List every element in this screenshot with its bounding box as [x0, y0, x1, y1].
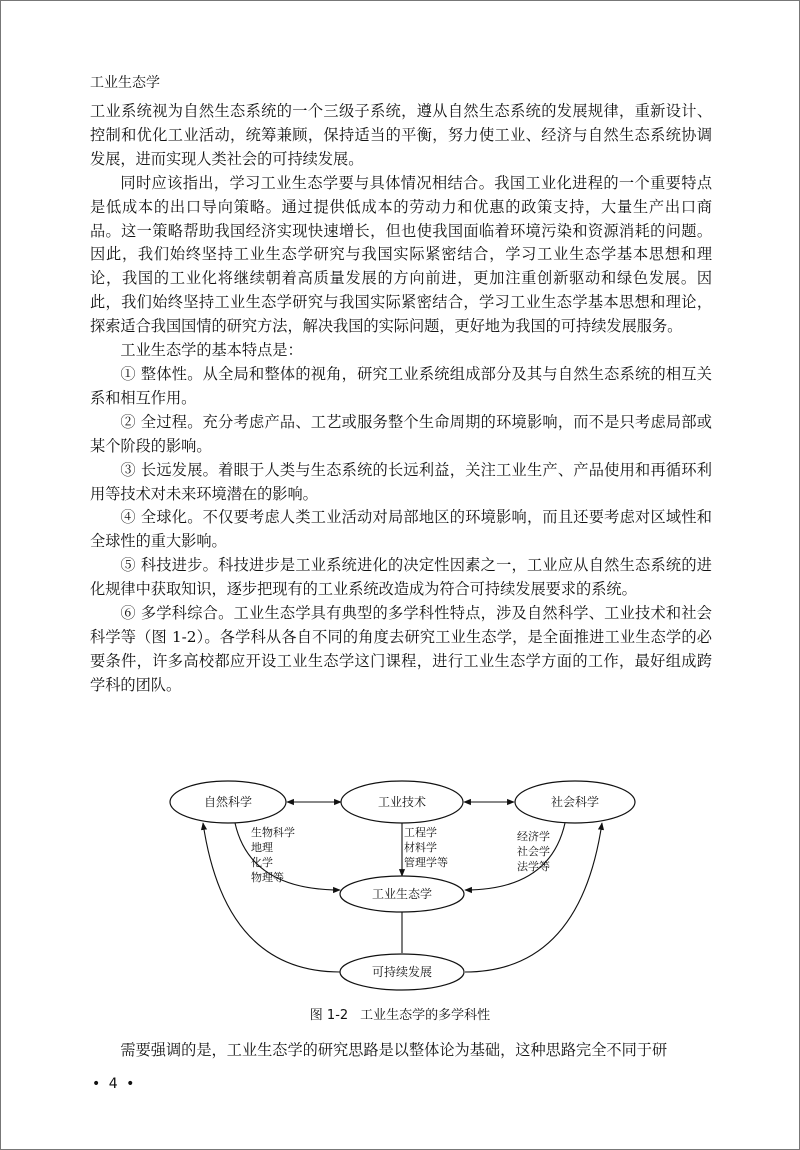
subject-technology-2: 材料学	[404, 841, 437, 854]
paragraph-2: 同时应该指出，学习工业生态学要与具体情况相结合。我国工业化进程的一个重要特点是低成本的出口导向策略。通过提供低成本的劳动力和优惠的政策支持，大量生产出口商品。这一策略帮助我国经济实现快速增长，但也使我国面临着环境污染和资源消耗的问题。因此，我们始终坚持工业生态学研究与我国实际紧密结合，学习工业生态学基本思想和理论，我国的工业化将继续朝着高质量发展的方向前进，更加注重创新驱动和绿色发展。因此，我们始终坚持工业生态学研究与我国实际紧密结合，学习工业生态学基本思想和理论，探索适合我国国情的研究方法，解决我国的实际问题，更好地为我国的可持续发展服务。	[90, 173, 712, 336]
paragraph-last: 需要强调的是，工业生态学的研究思路是以整体论为基础，这种思路完全不同于研	[120, 1041, 668, 1059]
subject-social-2: 社会学	[517, 845, 550, 858]
subject-natural-3: 化学	[251, 856, 273, 869]
feature-item-3: ③ 长远发展。着眼于人类与生态系统的长远利益，关注工业生产、产品使用和再循环利用等技术对未来环境潜在的影响。	[90, 460, 712, 503]
label-industrial-ecology: 工业生态学	[371, 887, 433, 901]
running-header: 工业生态学	[90, 75, 160, 91]
label-natural-science: 自然科学	[203, 795, 253, 809]
feature-item-6: ⑥ 多学科综合。工业生态学具有典型的多学科性特点，涉及自然科学、工业技术和社会科学等（图 1-2）。各学科从各自不同的角度去研究工业生态学，是全面推进工业生态学的必要条件，许多高校都应开设工业生态学这门课程，进行工业生态学方面的工作，最好组成跨学科的团队。	[90, 604, 712, 694]
feature-item-2: ② 全过程。充分考虑产品、工艺或服务整个生命周期的环境影响，而不是只考虑局部或某个阶段的影响。	[90, 412, 712, 455]
label-sustainable-development: 可持续发展	[371, 965, 433, 979]
body-text-continued	[90, 1039, 712, 1063]
figure-number: 图 1-2	[309, 1008, 349, 1023]
feature-item-4: ④ 全球化。不仅要考虑人类工业活动对局部地区的环境影响，而且还要考虑对区域性和全球性的重大影响。	[90, 508, 712, 551]
subject-natural-4: 物理等	[251, 871, 284, 884]
figure-title: 工业生态学的多学科性	[360, 1008, 491, 1023]
label-social-science: 社会科学	[550, 795, 600, 809]
page-number: • 4 •	[92, 1076, 137, 1092]
subject-natural-2: 地理	[251, 841, 273, 854]
subject-natural-1: 生物科学	[251, 826, 295, 839]
arrow-social-to-ecology	[465, 823, 565, 890]
paragraph-3: 工业生态学的基本特点是：	[120, 341, 303, 360]
subject-technology-3: 管理学等	[404, 856, 448, 869]
subject-social-1: 经济学	[517, 830, 550, 843]
label-industrial-technology: 工业技术	[377, 795, 427, 809]
subject-social-3: 法学等	[517, 860, 550, 873]
feature-item-5: ⑤ 科技进步。科技进步是工业系统进化的决定性因素之一，工业应从自然生态系统的进化规律中获取知识，逐步把现有的工业系统改造成为符合可持续发展要求的系统。	[90, 556, 712, 599]
feature-item-1: ① 整体性。从全局和整体的视角，研究工业系统组成部分及其与自然生态系统的相互关系和相互作用。	[90, 364, 712, 407]
figure-caption	[0, 1004, 800, 1023]
paragraph-1: 工业系统视为自然生态系统的一个三级子系统，遵从自然生态系统的发展规律，重新设计、控制和优化工业活动，统筹兼顾，保持适当的平衡，努力使工业、经济与自然生态系统协调发展，进而实现人类社会的可持续发展。	[90, 102, 712, 168]
subject-technology-1: 工程学	[404, 826, 437, 839]
